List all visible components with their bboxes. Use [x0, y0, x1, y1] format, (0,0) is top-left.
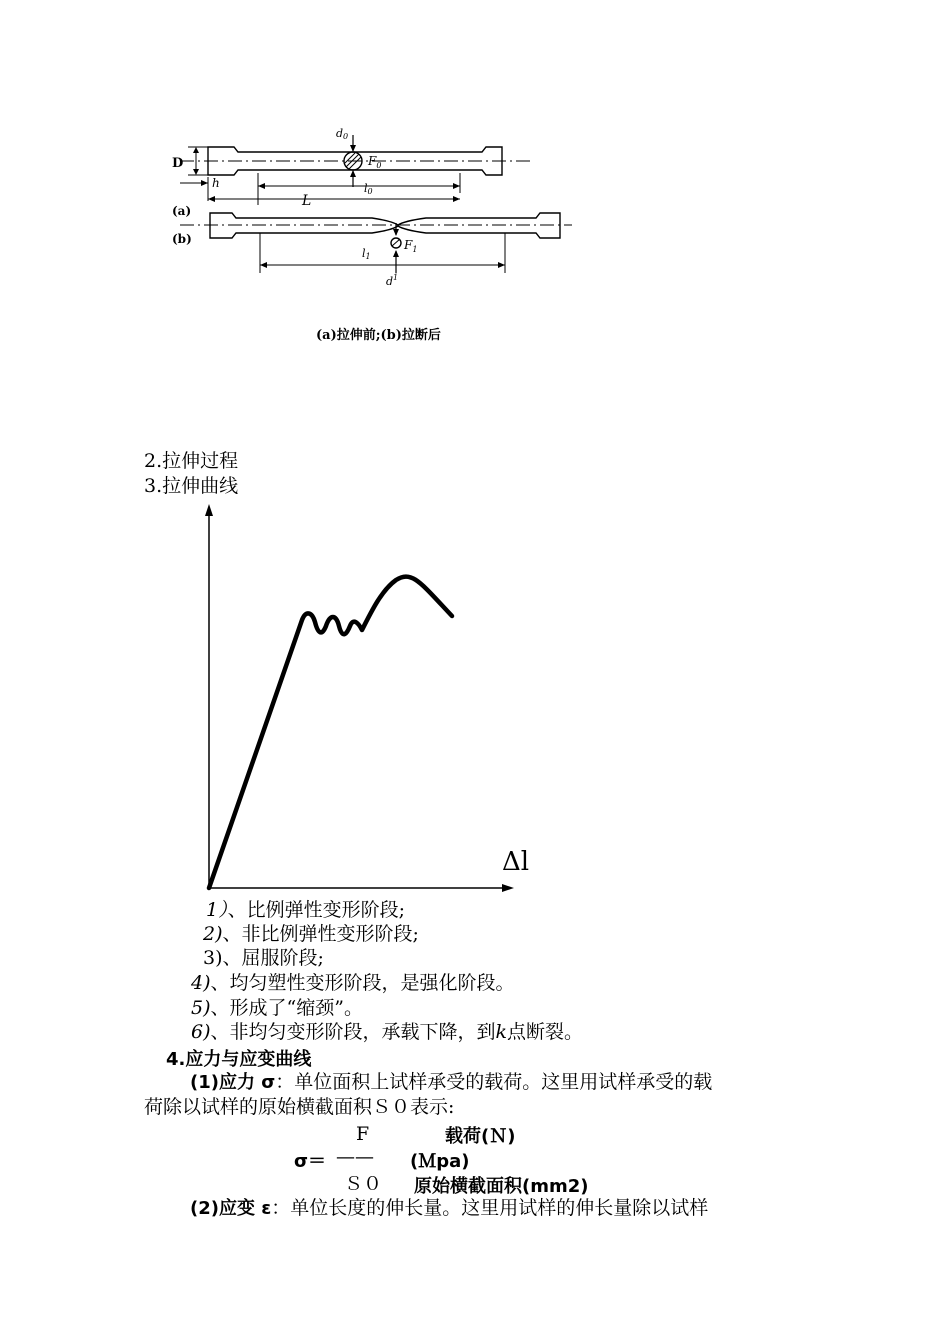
stage-1: 1）、比例弹性变形阶段; [206, 899, 405, 921]
label-b: (b) [172, 232, 192, 246]
section-2-heading: 2.拉伸过程 [144, 450, 239, 472]
svg-text:l1: l1 [362, 247, 371, 261]
stage-4: 4)、均匀塑性变形阶段，是强化阶段。 [191, 972, 515, 994]
section-4-heading: 4.应力与应变曲线 [166, 1049, 312, 1070]
svg-text:h: h [212, 176, 220, 190]
formula-line: —— [336, 1146, 374, 1168]
formula-sigma: σ＝ [294, 1151, 327, 1172]
section-3-heading: 3.拉伸曲线 [144, 475, 239, 497]
svg-text:F1: $F_1$ [404, 238, 418, 254]
strain-paragraph: (2)应变 ε：单位长度的伸长量。这里用试样的伸长量除以试样 [190, 1197, 709, 1219]
curve-line [209, 577, 452, 888]
svg-text:d1: $d^1$ [386, 273, 399, 288]
formula-S0: Ｓ０ [344, 1173, 383, 1195]
specimen-figure [160, 125, 590, 355]
svg-text:d0: d0 [336, 127, 349, 141]
stage-2: 2)、非比例弹性变形阶段; [203, 923, 419, 945]
stage-5: 5)、形成了“缩颈”。 [191, 997, 363, 1019]
label-D: D [172, 156, 184, 171]
stress-paragraph: (1)应力 σ：单位面积上试样承受的载荷。这里用试样承受的载 [190, 1071, 713, 1093]
stage-3: 3)、屈服阶段; [203, 947, 324, 969]
x-axis-label: Δl [502, 847, 530, 877]
tensile-curve [190, 500, 550, 900]
svg-text:l0: l0 [364, 182, 373, 196]
label-a: (a) [172, 204, 192, 218]
svg-text:L: L [302, 193, 312, 209]
stress-paragraph-cont: 荷除以试样的原始横截面积Ｓ０表示: [144, 1096, 455, 1118]
formula-unit: (Ｍpa) [410, 1151, 470, 1172]
formula-area: 原始横截面积(mm2) [414, 1176, 589, 1197]
figure-caption: (a)拉伸前;(b)拉断后 [316, 328, 441, 343]
svg-text:F0: $F_0$ [368, 154, 382, 170]
formula-F: F [356, 1123, 370, 1145]
formula-load: 载荷(Ｎ) [445, 1126, 516, 1147]
stage-6: 6)、非均匀变形阶段，承载下降，到k点断裂。 [191, 1021, 584, 1043]
